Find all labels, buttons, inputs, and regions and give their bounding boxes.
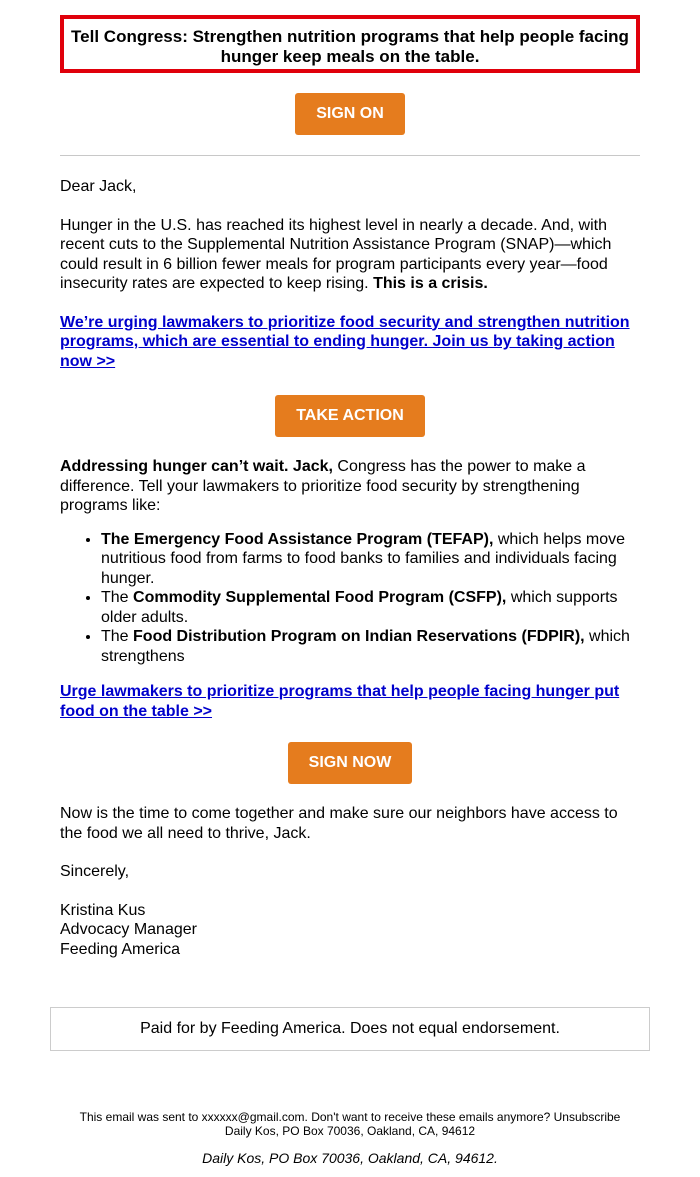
addressing-text: Congress has the power to make a difference. Tell your lawmakers to prioritize food security by strengthening programs like: (60, 458, 586, 514)
addressing-paragraph (60, 457, 640, 516)
item-rest: which strengthens (101, 628, 630, 665)
unsubscribe-link[interactable]: Unsubscribe (553, 1110, 621, 1124)
divider (60, 155, 640, 156)
footer-address: Daily Kos, PO Box 70036, Oakland, CA, 94612 (224, 1124, 476, 1138)
intro-paragraph (60, 216, 640, 294)
signer-name: Kristina Kus (60, 901, 146, 919)
closing-paragraph: Now is the time to come together and make sure our neighbors have access to the food we all need to thrive, Jack. (60, 805, 618, 842)
greeting: Dear Jack, (60, 178, 137, 195)
headline-banner (60, 15, 640, 73)
sign-now-button[interactable]: SIGN NOW (288, 742, 413, 784)
item-pre: The (101, 589, 134, 606)
sign-on-button[interactable]: SIGN ON (295, 93, 405, 135)
action-link-2[interactable]: Urge lawmakers to prioritize programs that help people facing hunger put food on the table >> (60, 683, 620, 720)
sent-notice: This email was sent to xxxxxx@gmail.com. Don't want to receive these emails anymore? (79, 1110, 551, 1124)
list-item (101, 588, 640, 627)
intro-bold: This is a crisis. (373, 275, 488, 292)
footer-address-italic: Daily Kos, PO Box 70036, Oakland, CA, 94612. (202, 1150, 498, 1166)
addressing-bold: Addressing hunger can’t wait. Jack, (60, 458, 333, 475)
list-item (101, 627, 640, 666)
sign-off: Sincerely, (60, 863, 130, 880)
item-rest: which helps move nutritious food from farms to food banks to families and individuals facing hunger. (101, 530, 626, 587)
intro-text: Hunger in the U.S. has reached its highest level in nearly a decade. And, with recent cuts to the Supplemental Nutrition Assistance Program (SNAP)—which could result in 6 billion fewer meals for program participants every year—food insecurity rates are expected to keep rising. (60, 216, 612, 292)
item-rest: which supports older adults. (101, 589, 618, 626)
item-bold: Food Distribution Program on Indian Reservations (FDPIR), (133, 628, 585, 645)
item-bold: Commodity Supplemental Food Program (CSFP), (133, 589, 507, 606)
program-list (60, 530, 640, 667)
signer-title: Advocacy Manager (60, 921, 197, 938)
list-item (101, 530, 640, 589)
headline: Tell Congress: Strengthen nutrition programs that help people facing hunger keep meals on the table. (71, 27, 629, 66)
take-action-button[interactable]: TAKE ACTION (275, 395, 425, 437)
paid-disclaimer: Paid for by Feeding America. Does not equal endorsement. (50, 1007, 650, 1051)
footer (0, 1110, 700, 1138)
item-pre: The (101, 628, 134, 645)
action-link-1[interactable]: We’re urging lawmakers to prioritize food security and strengthen nutrition programs, which are essential to ending hunger. Join us by taking action now >> (60, 313, 630, 370)
item-bold: The Emergency Food Assistance Program (TEFAP), (101, 530, 494, 548)
signer-org: Feeding America (60, 940, 181, 958)
